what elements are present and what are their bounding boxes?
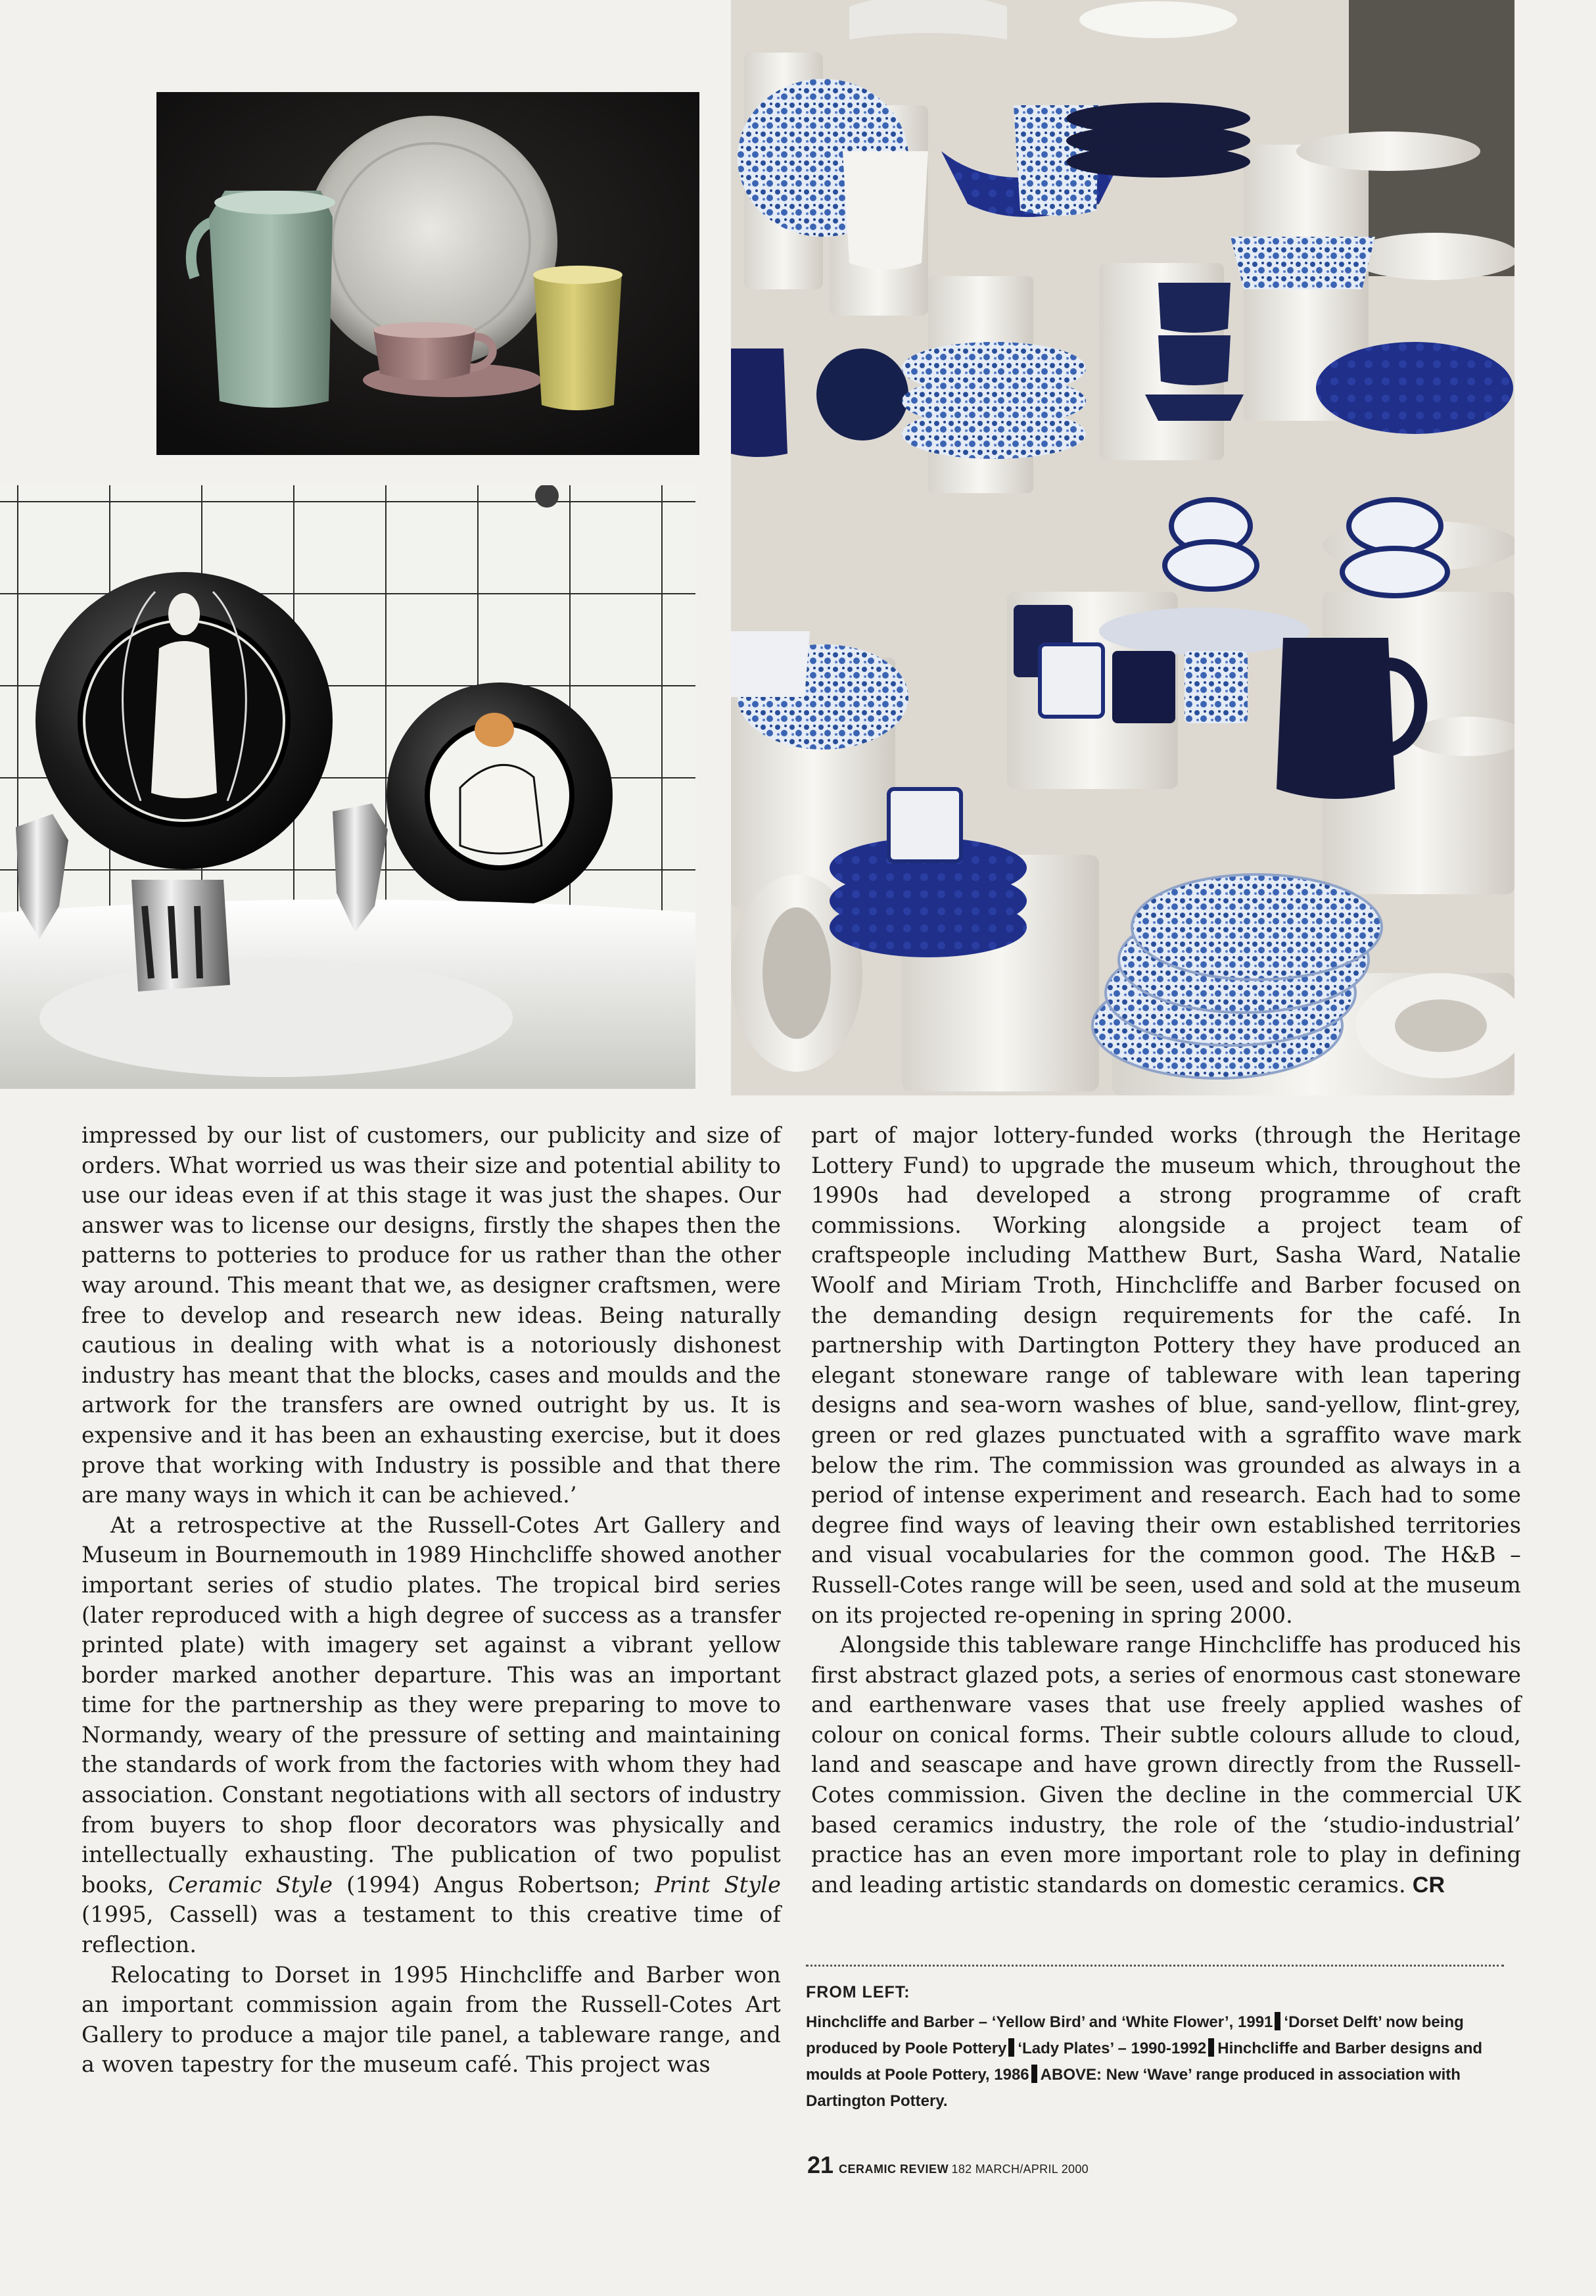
article-paragraph bbox=[811, 1630, 1521, 1900]
photo-poole-pottery-moulds-art bbox=[731, 0, 1514, 1095]
article-column-right bbox=[811, 1120, 1521, 1900]
article-paragraph-text: Alongside this tableware range Hinchcliffe has produced his first abstract glazed pots, a series of enormous cast stoneware and earthenware vases that use freely applied washes of colour on conical forms. Their subtle colours allude to cloud, land and seascape and have grown directly from the Russell-Cotes commission. Given the decline in the commercial UK based ceramics industry, the role of the ‘studio-industrial’ practice has an even more important role to play in defining and leading artistic standards on domestic ceramics. bbox=[811, 1632, 1521, 1898]
caption-part: Hinchcliffe and Barber designs and moulds at Poole Pottery, 1986 bbox=[806, 2040, 1483, 2084]
separator-bar bbox=[1208, 2038, 1214, 2057]
book-title: Ceramic Style bbox=[168, 1871, 333, 1898]
separator-bar bbox=[1275, 2012, 1280, 2030]
article-paragraph: Relocating to Dorset in 1995 Hinchcliffe and Barber won an important commission again from the Russell-Cotes Art Gallery to produce a major tile panel, a tableware range, and a woven tapestry for the museum café. This project was bbox=[82, 1961, 781, 2078]
magazine-title: CERAMIC REVIEW bbox=[839, 2163, 949, 2176]
caption-divider bbox=[806, 1965, 1504, 1967]
article-column-left bbox=[82, 1120, 781, 2080]
page-footer bbox=[807, 2151, 1089, 2179]
photo-poole-pottery-moulds bbox=[731, 0, 1514, 1095]
page-number: 21 bbox=[807, 2151, 834, 2178]
article-paragraph bbox=[82, 1510, 781, 1960]
end-mark-logo: CR bbox=[1412, 1872, 1445, 1898]
separator-bar bbox=[1031, 2065, 1037, 2083]
caption-part: Hinchcliffe and Barber – ‘Yellow Bird’ and ‘White Flower’, 1991 bbox=[806, 2013, 1273, 2031]
article-paragraph-text: At a retrospective at the Russell-Cotes Art Gallery and Museum in Bournemouth in 1989 Hinchcliffe showed another important series of studio plates. The tropical bird series (later reproduced with a high degree of success as a transfer printed plate) with imagery set against a vibrant yellow border marked another departure. This was an important time for the partnership as they were preparing to move to Normandy, weary of the pressure of setting and maintaining the standards of work from the factories with whom they had association. Constant negotiations with all sectors of industry from buyers to shop floor decorators was physically and intellectually exhausting. The publication of two populist books, bbox=[82, 1512, 781, 1898]
caption-heading: FROM LEFT: bbox=[806, 1983, 910, 2001]
photo-lady-plates-art bbox=[0, 485, 695, 1089]
caption-part: ABOVE: New ‘Wave’ range produced in association with Dartington Pottery. bbox=[806, 2066, 1461, 2110]
book-detail: (1995, Cassell) was a testament to this creative time of reflection. bbox=[82, 1901, 781, 1958]
caption-part: ‘Dorset Delft’ now being produced by Poole Pottery bbox=[806, 2013, 1464, 2057]
caption-text bbox=[806, 2009, 1507, 2115]
photo-tableware-mugs bbox=[156, 92, 699, 455]
book-detail: (1994) Angus Robertson; bbox=[333, 1871, 655, 1898]
photo-lady-plates bbox=[0, 485, 695, 1089]
caption-part: ‘Lady Plates’ – 1990-1992 bbox=[1018, 2040, 1207, 2057]
photo-caption bbox=[806, 1979, 1507, 2115]
article-paragraph: part of major lottery-funded works (through the Heritage Lottery Fund) to upgrade the museum which, throughout the 1990s had developed a strong programme of craft commissions. Working alongside a project team of craftspeople including Matthew Burt, Sasha Ward, Natalie Woolf and Miriam Troth, Hinchcliffe and Barber focused on the demanding design requirements for the café. In partnership with Dartington Pottery they have produced an elegant stoneware range of tableware with lean tapering designs and sea-worn washes of blue, sand-yellow, flint-grey, green or red glazes punctuated with a sgraffito wave mark below the rim. The commission was grounded as always in a period of intense experiment and research. Each had to some degree find ways of leaving their own established territories and visual vocabularies for the common good. The H&B – Russell-Cotes range will be seen, used and sold at the museum on its projected re-opening in spring 2000. bbox=[811, 1122, 1521, 1628]
article-paragraph: impressed by our list of customers, our publicity and size of orders. What worried us was their size and potential ability to use our ideas even if at this stage it was just the shapes. Our answer was to license our designs, firstly the shapes then the patterns to potteries to produce for us rather than the other way around. This meant that we, as designer craftsmen, were free to develop and research new ideas. Being naturally cautious in dealing with what is a notoriously dishonest industry has meant that the blocks, cases and moulds and the artwork for the transfers are owned outright by us. It is expensive and it has been an exhausting exercise, but it does prove that working with Industry is possible and that there are many ways in which it can be achieved.’ bbox=[82, 1122, 781, 1508]
photo-tableware-mugs-art bbox=[156, 92, 699, 455]
book-title: Print Style bbox=[654, 1871, 781, 1898]
issue-info: 182 MARCH/APRIL 2000 bbox=[951, 2163, 1089, 2176]
separator-bar bbox=[1008, 2038, 1014, 2057]
